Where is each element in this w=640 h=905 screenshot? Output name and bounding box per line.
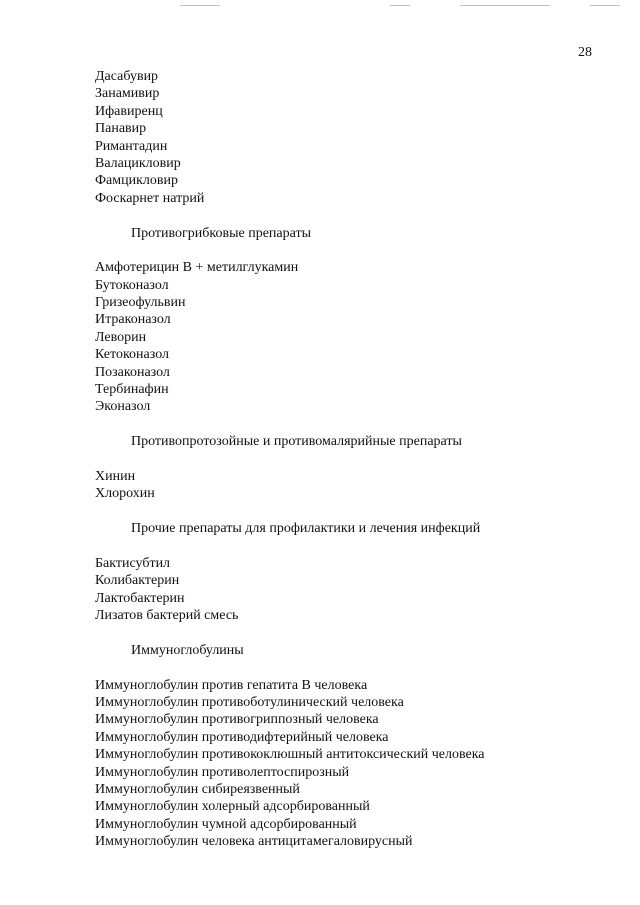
intro-list — [95, 68, 615, 207]
list-item: Хинин — [95, 468, 136, 484]
list-item: Фамцикловир — [95, 173, 179, 189]
list-item: Хлорохин — [95, 486, 155, 502]
list-item: Дасабувир — [95, 69, 159, 84]
list-item: Римантадин — [95, 138, 168, 154]
list-item: Амфотерицин В + метилглукамин — [95, 260, 299, 276]
list-item: Иммуноглобулин противогриппозный человека — [95, 712, 379, 728]
list-item: Бактисубтил — [95, 555, 171, 571]
section-heading: Иммуноглобулины — [131, 642, 244, 658]
section-antiprotozoal — [95, 433, 615, 503]
list-item: Фоскарнет натрий — [95, 190, 205, 206]
scan-artifact — [590, 5, 620, 6]
list-item: Иммуноглобулин противодифтерийный человека — [95, 729, 389, 745]
list-item: Иммуноглобулин человека антицитамегаловирусный — [95, 834, 413, 850]
list-item: Иммуноглобулин противолептоспирозный — [95, 764, 350, 780]
document-body — [95, 68, 615, 851]
section-heading: Противопротозойные и противомалярийные препараты — [131, 434, 462, 450]
list-item: Леворин — [95, 329, 147, 345]
list-item: Панавир — [95, 121, 147, 137]
list-item: Иммуноглобулин противококлюшный антитоксический человека — [95, 747, 485, 763]
section-heading: Противогрибковые препараты — [131, 225, 312, 241]
list-item: Иммуноглобулин против гепатита В человека — [95, 677, 368, 693]
list-item: Гризеофульвин — [95, 295, 186, 311]
list-item: Колибактерин — [95, 573, 180, 589]
list-item: Бутоконазол — [95, 277, 169, 293]
scan-artifact — [180, 5, 220, 6]
list-item: Лактобактерин — [95, 590, 185, 606]
list-item: Валацикловир — [95, 155, 181, 171]
scan-artifact — [460, 5, 550, 6]
list-item: Иммуноглобулин холерный адсорбированный — [95, 799, 370, 815]
list-item: Занамивир — [95, 86, 160, 102]
scan-artifact — [390, 5, 410, 6]
list-item: Эконазол — [95, 399, 151, 415]
list-item: Итраконазол — [95, 312, 171, 328]
list-item: Иммуноглобулин сибиреязвенный — [95, 782, 300, 798]
section-immunoglobulins — [95, 642, 615, 851]
page-number: 28 — [578, 45, 592, 60]
list-item: Позаконазол — [95, 364, 170, 380]
list-item: Иммуноглобулин противоботулинический человека — [95, 695, 404, 711]
section-antifungal — [95, 225, 615, 416]
section-other-infection — [95, 520, 615, 624]
section-heading: Прочие препараты для профилактики и лечения инфекций — [131, 521, 481, 537]
list-item: Ифавиренц — [95, 103, 163, 119]
list-item: Кетоконазол — [95, 347, 169, 363]
list-item: Иммуноглобулин чумной адсорбированный — [95, 816, 357, 832]
list-item: Лизатов бактерий смесь — [95, 608, 239, 624]
list-item: Тербинафин — [95, 382, 169, 398]
